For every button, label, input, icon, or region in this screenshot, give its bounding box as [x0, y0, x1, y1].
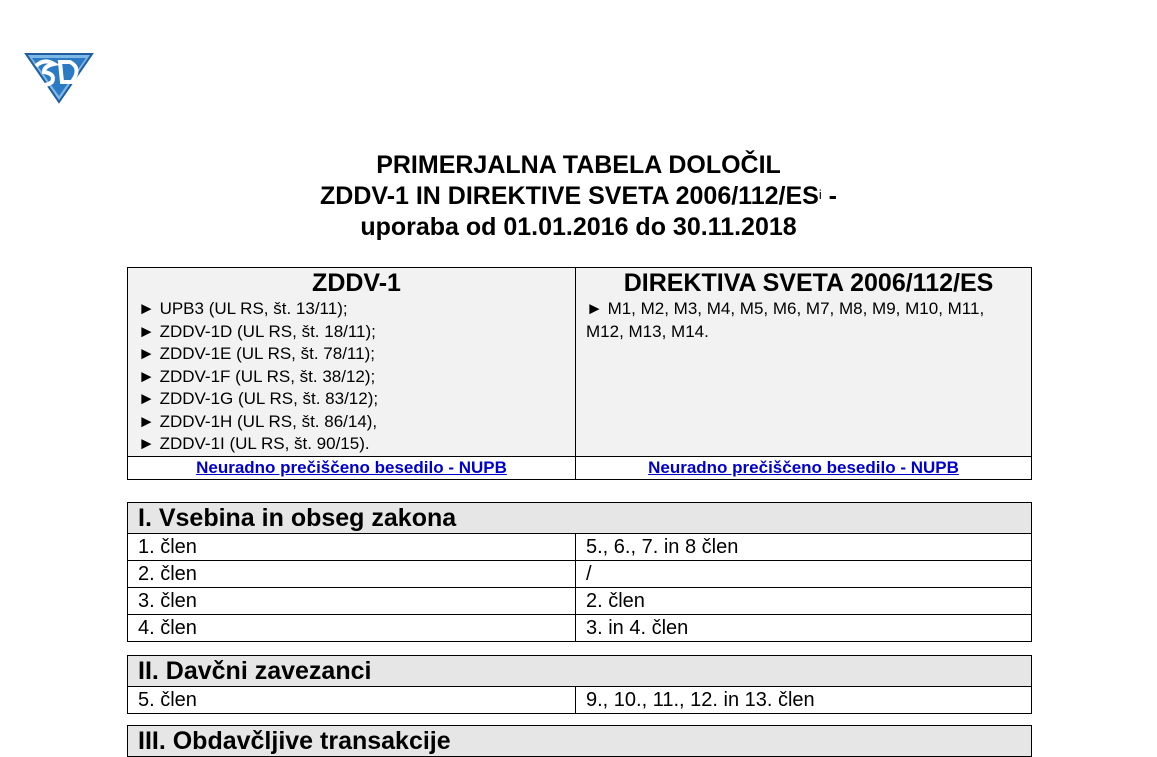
section-table-3 — [127, 725, 1032, 757]
directive-article: 5., 6., 7. in 8 člen — [576, 534, 1032, 561]
list-item: ► ZDDV-1G (UL RS, št. 83/12); — [138, 388, 575, 411]
zddv-article: 1. člen — [128, 534, 576, 561]
table-row — [128, 534, 1032, 561]
table-row — [128, 588, 1032, 615]
sd-shield-logo-icon — [22, 48, 96, 104]
table-row — [128, 615, 1032, 642]
table-row — [128, 561, 1032, 588]
zddv-article: 2. člen — [128, 561, 576, 588]
zddv-column-header — [128, 268, 576, 457]
section-title: II. Davčni zavezanci — [128, 656, 1032, 687]
directive-article: 3. in 4. člen — [576, 615, 1032, 642]
directive-article: 9., 10., 11., 12. in 13. člen — [576, 687, 1032, 714]
zddv-article: 4. člen — [128, 615, 576, 642]
footnote-marker[interactable]: i — [818, 187, 822, 202]
directive-article: / — [576, 561, 1032, 588]
directive-nupb-link[interactable]: Neuradno prečiščeno besedilo - NUPB — [648, 457, 959, 477]
title-line-3: uporaba od 01.01.2016 do 30.11.2018 — [360, 213, 797, 241]
list-item: ► UPB3 (UL RS, št. 13/11); — [138, 298, 575, 321]
directive-amendments: ► M1, M2, M3, M4, M5, M6, M7, M8, M9, M10, M11, M12, M13, M14. — [586, 298, 1031, 343]
directive-title: DIREKTIVA SVETA 2006/112/ES — [623, 269, 994, 297]
title-line-1: PRIMERJALNA TABELA DOLOČIL — [376, 151, 781, 179]
list-item: ► ZDDV-1D (UL RS, št. 18/11); — [138, 321, 575, 344]
zddv-link-cell — [128, 456, 576, 479]
zddv-title: ZDDV-1 — [312, 269, 401, 297]
table-row — [128, 687, 1032, 714]
header-table — [127, 267, 1032, 480]
title-line-2: ZDDV-1 IN DIREKTIVE SVETA $2006/112/ES^i$ - — [320, 182, 837, 210]
directive-column-header — [576, 268, 1032, 457]
zddv-nupb-link[interactable]: Neuradno prečiščeno besedilo - NUPB — [196, 457, 507, 477]
list-item: ► ZDDV-1F (UL RS, št. 38/12); — [138, 366, 575, 389]
zddv-article: 3. člen — [128, 588, 576, 615]
section-table-2 — [127, 655, 1032, 714]
section-title: I. Vsebina in obseg zakona — [128, 503, 1032, 534]
list-item: ► ZDDV-1E (UL RS, št. 78/11); — [138, 343, 575, 366]
section-table-1 — [127, 502, 1032, 642]
zddv-amendments-list — [138, 298, 575, 456]
directive-article: 2. člen — [576, 588, 1032, 615]
section-title: III. Obdavčljive transakcije — [128, 726, 1032, 757]
document-title — [0, 150, 1157, 243]
list-item: ► ZDDV-1H (UL RS, št. 86/14), — [138, 411, 575, 434]
zddv-article: 5. člen — [128, 687, 576, 714]
list-item: ► ZDDV-1I (UL RS, št. 90/15). — [138, 433, 575, 456]
directive-link-cell — [576, 456, 1032, 479]
